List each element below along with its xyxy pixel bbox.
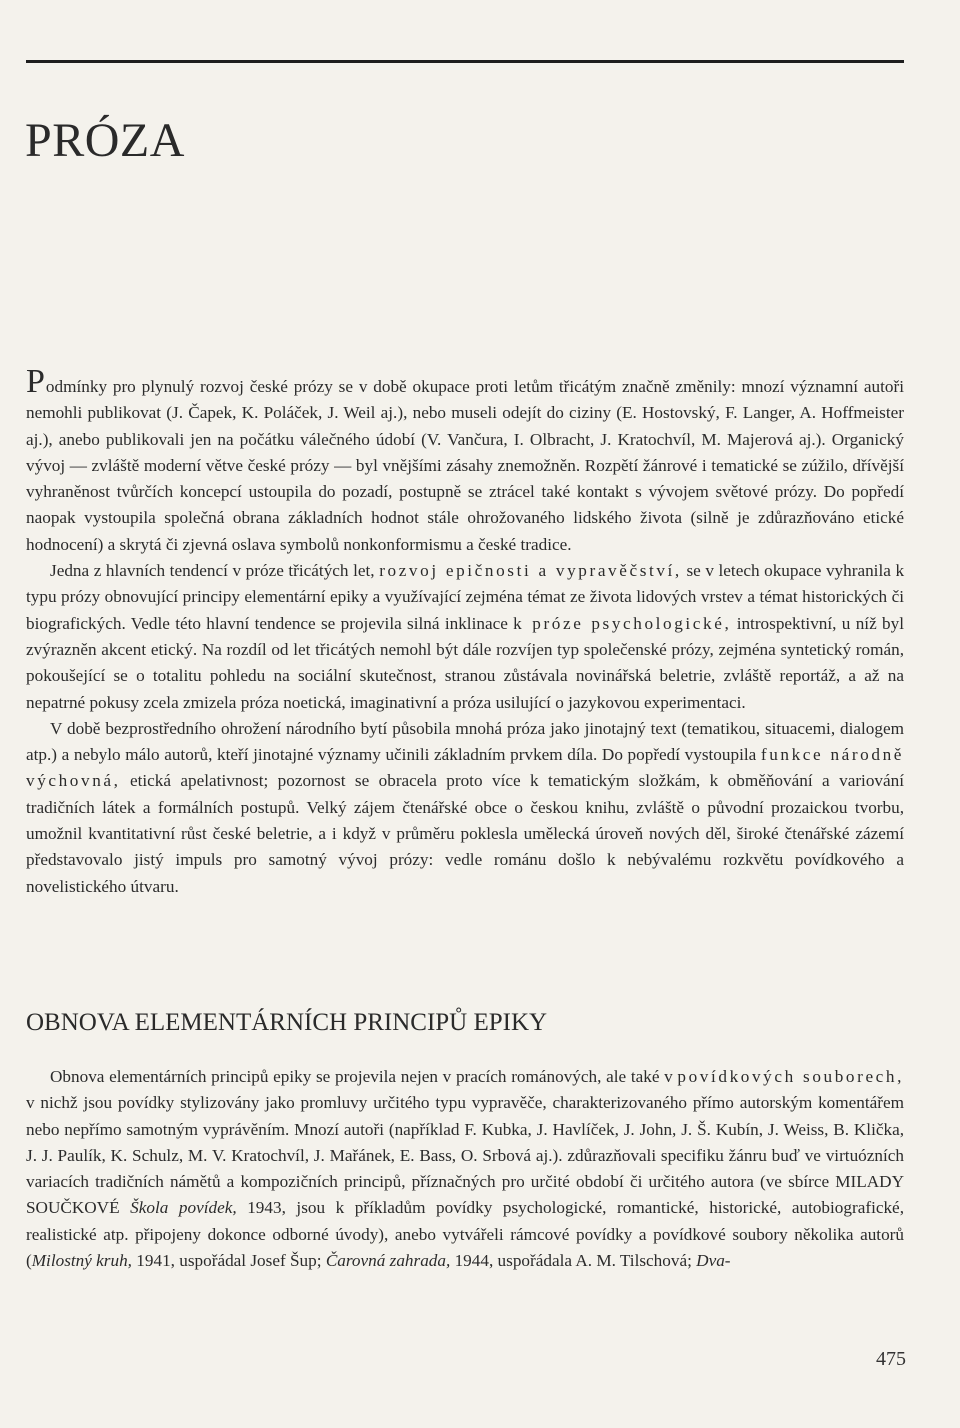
drop-cap: P [26,363,45,400]
paragraph-4: Obnova elementárních principů epiky se projevila nejen v pracích románových, ale také v povídkových souborech, v nichž jsou povídky stylizovány jako promluvy určitého typu vypravěče, charakterizovaného přímo autorským komentářem nebo nepřímo samotným vyprávěním. Mnozí autoři (například F. Kubka, J. Havlíček, J. John, J. Š. Kubín, J. Weiss, B. Klička, J. J. Paulík, K. Schulz, M. V. Kratochvíl, J. Mařánek, E. Bass, O. Srbová aj.). zdůrazňovali specifiku žánru buď ve virtuózních variacích tradičních námětů a kompozičních principů, příznačných pro určité období či určitého autora (ve sbírce MILADY SOUČKOVÉ Škola povídek, 1943, jsou k příkladům povídky psychologické, romantické, historické, autobiografické, realistické atp. připojeny dokonce odborné úvody), anebo vytvářeli rámcové povídky a povídkové soubory několika autorů (Milostný kruh, 1941, uspořádal Josef Šup; Čarovná zahrada, 1944, uspořádala A. M. Tilschová; Dva- [26,1067,904,1271]
top-rule [26,60,904,63]
spaced-emphasis: funkce národně výchovná, [26,745,904,791]
spaced-emphasis: rozvoj epičnosti a vypravěčství, [379,561,682,581]
paragraph-3: V době bezprostředního ohrožení národního bytí působila mnohá próza jako jinotajný text (tematikou, situacemi, dialogem atp.) a nebylo málo autorů, kteří jinotajné významy učinili základním prvkem díla. Do popředí vystoupila funkce národně výchovná, etická apelativnost; pozornost se obracela proto více k tematickým složkám, k obměňování a variování tradičních látek a formálních postupů. Velký zájem čtenářské obce o českou knihu, zvláště o původní prozaickou tvorbu, umožnil kvantitativní růst české beletrie, a i když v průměru poklesla umělecká úroveň nových děl, široké čtenářské zázemí představovalo jistý impuls pro samotný vývoj prózy: vedle románu došlo k nebývalému rozkvětu povídkového a novelistického útvaru. [26,718,905,896]
book-title: Škola povídek, [130,1198,237,1218]
section-text [26,1064,904,1274]
spaced-emphasis: k próze psychologické, [513,613,732,633]
page-number: 475 [876,1348,906,1370]
book-title: Čarovná zahrada, [325,1251,451,1271]
page-title: PRÓZA [25,114,185,167]
paragraph-2: Jedna z hlavních tendencí v próze třicátých let, rozvoj epičnosti a vypravěčství, se v letech okupace vyhranila k typu prózy obnovující principy elementární epiky a využívající zejména témat ze života lidových vrstev a témat historických či biografických. Vedle této hlavní tendence se projevila silná inklinace k próze psychologické, introspektivní, u níž byl zvýrazněn akcent etický. Na rozdíl od let třicátých nemohl být dále rozvíjen typ společenské prózy, zejména syntetický román, pokoušející se o totalitu pohledu na sociální skutečnost, stranou zůstávala novinářská beletrie, zvláště reportáž, a až na nepatrné pokusy zcela zmizela próza noetická, imaginativní a próza usilující o jazykovou experimentaci. [26,561,905,712]
paragraph-1: Podmínky pro plynulý rozvoj české prózy se v době okupace proti letům třicátým značně změnily: mnozí významní autoři nemohli publikovat (J. Čapek, K. Poláček, J. Weil aj.), nebo museli odejít do ciziny (E. Hostovský, F. Langer, A. Hoffmeister aj.), anebo publikovali jen na počátku válečného údobí (V. Vančura, I. Olbracht, J. Kratochvíl, M. Majerová aj.). Organický vývoj — zvláště moderní větve české prózy — byl vnějšími zásahy znemožněn. Rozpětí žánrové i tematické se zúžilo, dřívější vyhraněnost tvůrčích koncepcí ustoupila do pozadí, postupně se ztrácel také kontakt s vývojem světové prózy. Do popředí naopak vystoupila společná obrana základních hodnot stále ohrožovaného lidského života (silně je zdůrazňováno etické hodnocení) a skrytá či zjevná oslava symbolů nonkonformismu a české tradice. [26,363,904,554]
spaced-emphasis: povídkových souborech, [677,1067,904,1086]
book-title: Dva- [696,1251,731,1271]
section-heading: OBNOVA ELEMENTÁRNÍCH PRINCIPŮ EPIKY [26,1009,548,1036]
book-title: Milostný kruh, [31,1251,132,1271]
intro-text [26,363,905,900]
